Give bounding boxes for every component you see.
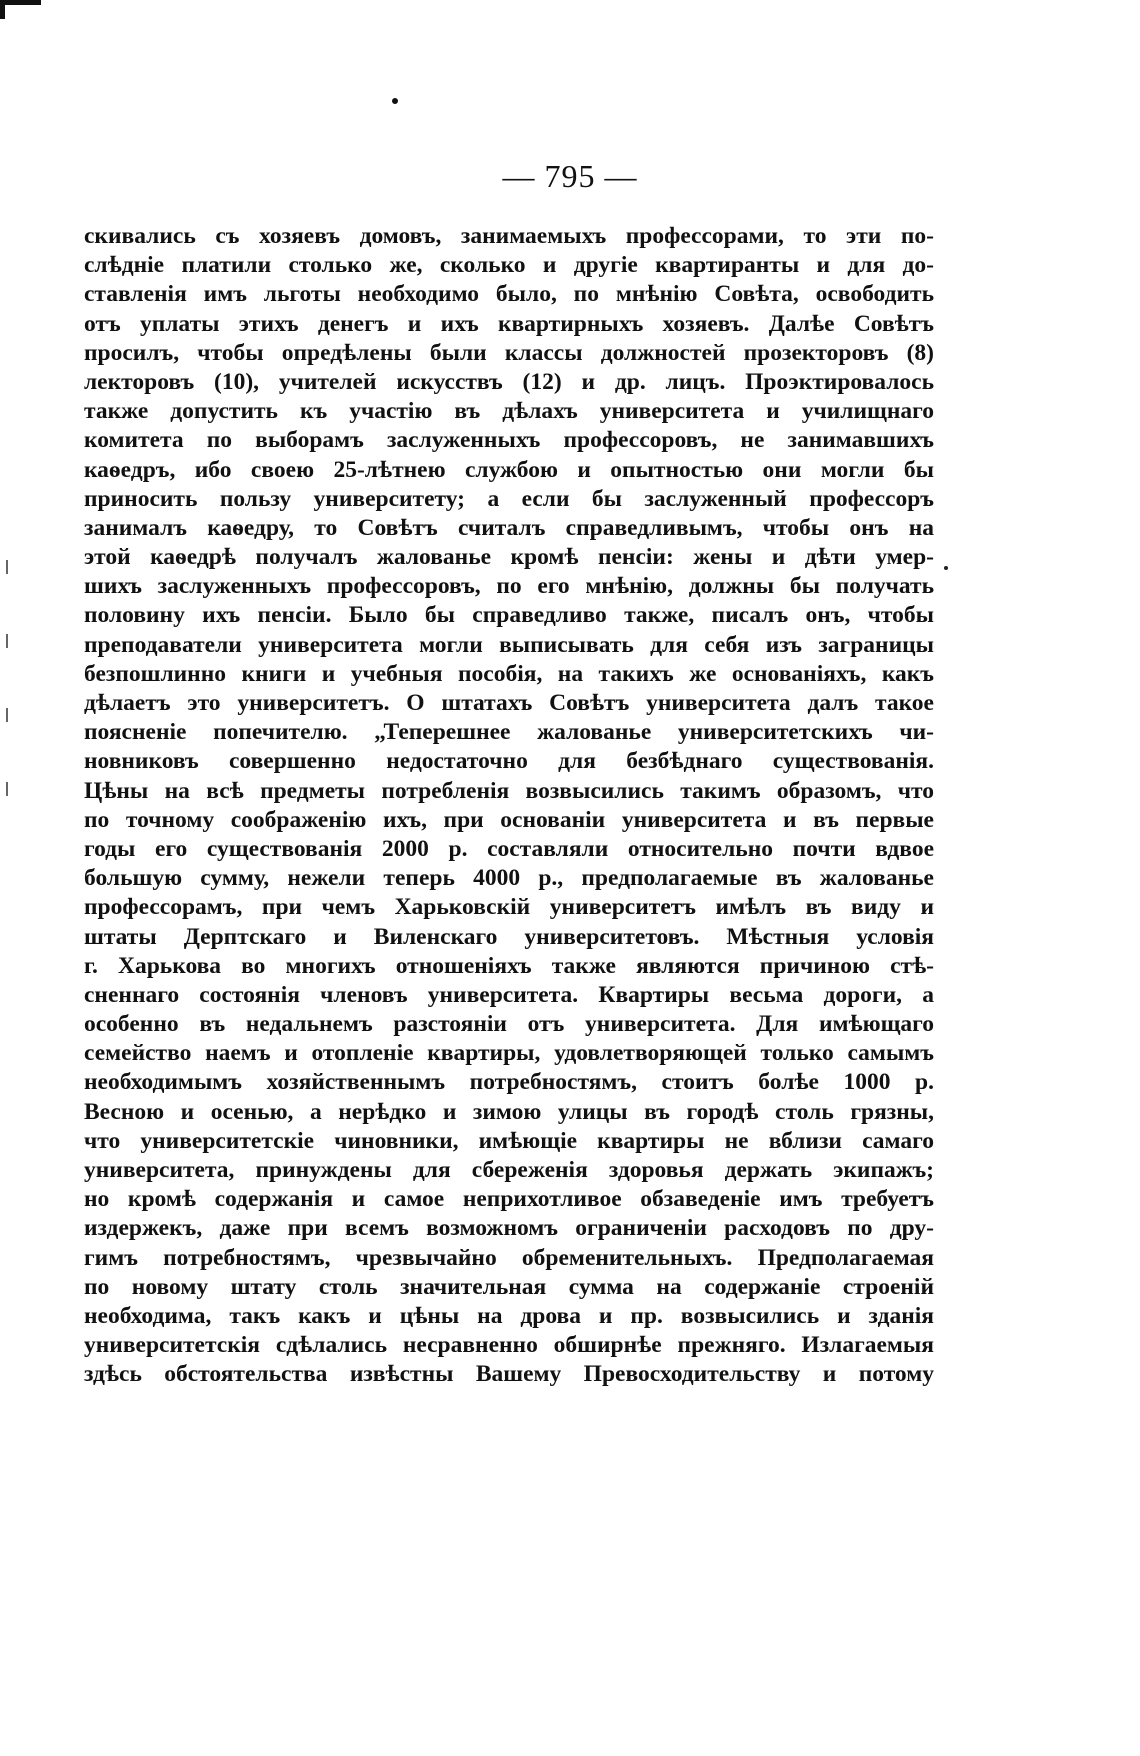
text-line: скивались съ хозяевъ домовъ, занимаемыхъ профессорами, то эти по- bbox=[84, 223, 934, 249]
text-line: гимъ потребностямъ, чрезвычайно обременительныхъ. Предполагаемая bbox=[84, 1244, 934, 1271]
text-line: отъ уплаты этихъ денегъ и ихъ квартирныхъ хозяевъ. Далѣе Совѣтъ bbox=[84, 310, 934, 337]
text-line: ставленiя имъ льготы необходимо было, по мнѣнiю Совѣта, освободить bbox=[84, 281, 934, 308]
text-line: необходимымъ хозяйственнымъ потребностямъ, стоитъ болѣе 1000 р. bbox=[84, 1069, 934, 1096]
scan-speck bbox=[392, 98, 398, 104]
text-line: необходима, такъ какъ и цѣны на дрова и пр. возвысились и зданiя bbox=[84, 1302, 934, 1329]
text-line: этой каѳедрѣ получалъ жалованье кромѣ пенсiи: жены и дѣти умер- bbox=[84, 544, 934, 571]
text-line: что университетскiе чиновники, имѣющiе квартиры не вблизи самаго bbox=[84, 1127, 934, 1154]
body-text bbox=[84, 222, 934, 1390]
text-line: университета, принуждены для сбереженiя здоровья держать экипажъ; bbox=[84, 1157, 934, 1183]
text-line: Весною и осенью, а нерѣдко и зимою улицы въ городѣ столь грязны, bbox=[84, 1098, 934, 1125]
text-line: занималъ каѳедру, то Совѣтъ считалъ справедливымъ, чтобы онъ на bbox=[84, 514, 934, 541]
text-line: по точному соображенiю ихъ, при основанiи университета и въ первые bbox=[84, 806, 934, 833]
text-line: лекторовъ (10), учителей искусствъ (12) и др. лицъ. Проэктировалось bbox=[84, 368, 934, 395]
text-line: особенно въ недальнемъ разстоянiи отъ университета. Для имѣющаго bbox=[84, 1011, 934, 1038]
text-line: профессорамъ, при чемъ Харьковскiй университетъ имѣлъ въ виду и bbox=[84, 894, 934, 921]
text-line: издержекъ, даже при всемъ возможномъ ограниченiи расходовъ по дру- bbox=[84, 1215, 934, 1242]
text-line: сненнаго состоянiя членовъ университета. Квартиры весьма дороги, а bbox=[84, 981, 934, 1008]
text-line: преподаватели университета могли выписывать для себя изъ заграницы bbox=[84, 631, 934, 658]
text-line: поясненiе попечителю. „Теперешнее жалованье университетскихъ чи- bbox=[84, 719, 934, 746]
text-line: г. Харькова во многихъ отношенiяхъ также являются причиною стѣ- bbox=[84, 952, 934, 979]
text-line: шихъ заслуженныхъ профессоровъ, по его мнѣнiю, должны бы получать bbox=[84, 573, 934, 600]
text-line: просилъ, чтобы опредѣлены были классы должностей прозекторовъ (8) bbox=[84, 339, 934, 366]
text-line: семейство наемъ и отопленiе квартиры, удовлетворяющей только самымъ bbox=[84, 1040, 934, 1067]
scan-margin-marks bbox=[6, 560, 9, 856]
text-line: здѣсь обстоятельства извѣстны Вашему Превосходительству и потому bbox=[84, 1361, 934, 1388]
text-line: также допустить къ участiю въ дѣлахъ университета и училищнаго bbox=[84, 398, 934, 425]
scan-speck bbox=[944, 566, 948, 570]
text-line: новниковъ совершенно недостаточно для безбѣднаго существованiя. bbox=[84, 748, 934, 775]
text-line: университетскiя сдѣлались несравненно обширнѣе прежняго. Излагаемыя bbox=[84, 1332, 934, 1359]
text-line: каѳедръ, ибо своею 25-лѣтнею службою и опытностью они могли бы bbox=[84, 456, 934, 483]
text-line: большую сумму, нежели теперь 4000 р., предполагаемые въ жалованье bbox=[84, 865, 934, 892]
text-line: Цѣны на всѣ предметы потребленiя возвысились такимъ образомъ, что bbox=[84, 777, 934, 804]
text-line: безпошлинно книги и учебныя пособiя, на такихъ же основанiяхъ, какъ bbox=[84, 660, 934, 687]
text-line: годы его существованiя 2000 р. составляли относительно почти вдвое bbox=[84, 835, 934, 862]
text-line: дѣлаетъ это университетъ. О штатахъ Совѣтъ университета далъ такое bbox=[84, 690, 934, 716]
scan-corner-mark bbox=[0, 0, 41, 19]
text-line: приносить пользу университету; а если бы заслуженный профессоръ bbox=[84, 485, 934, 512]
text-line: но кромѣ содержанiя и самое неприхотливое обзаведенiе имъ требуетъ bbox=[84, 1186, 934, 1213]
text-line: штаты Дерптскаго и Виленскаго университетовъ. Мѣстныя условiя bbox=[84, 923, 934, 950]
text-line: комитета по выборамъ заслуженныхъ профессоровъ, не занимавшихъ bbox=[84, 427, 934, 454]
page-number: — 795 — bbox=[502, 158, 638, 194]
text-line: по новому штату столь значительная сумма на содержанiе строенiй bbox=[84, 1273, 934, 1300]
text-line: половину ихъ пенсiи. Было бы справедливо также, писалъ онъ, чтобы bbox=[84, 602, 934, 629]
text-line: слѣднiе платили столько же, сколько и другiе квартиранты и для до- bbox=[84, 252, 934, 279]
